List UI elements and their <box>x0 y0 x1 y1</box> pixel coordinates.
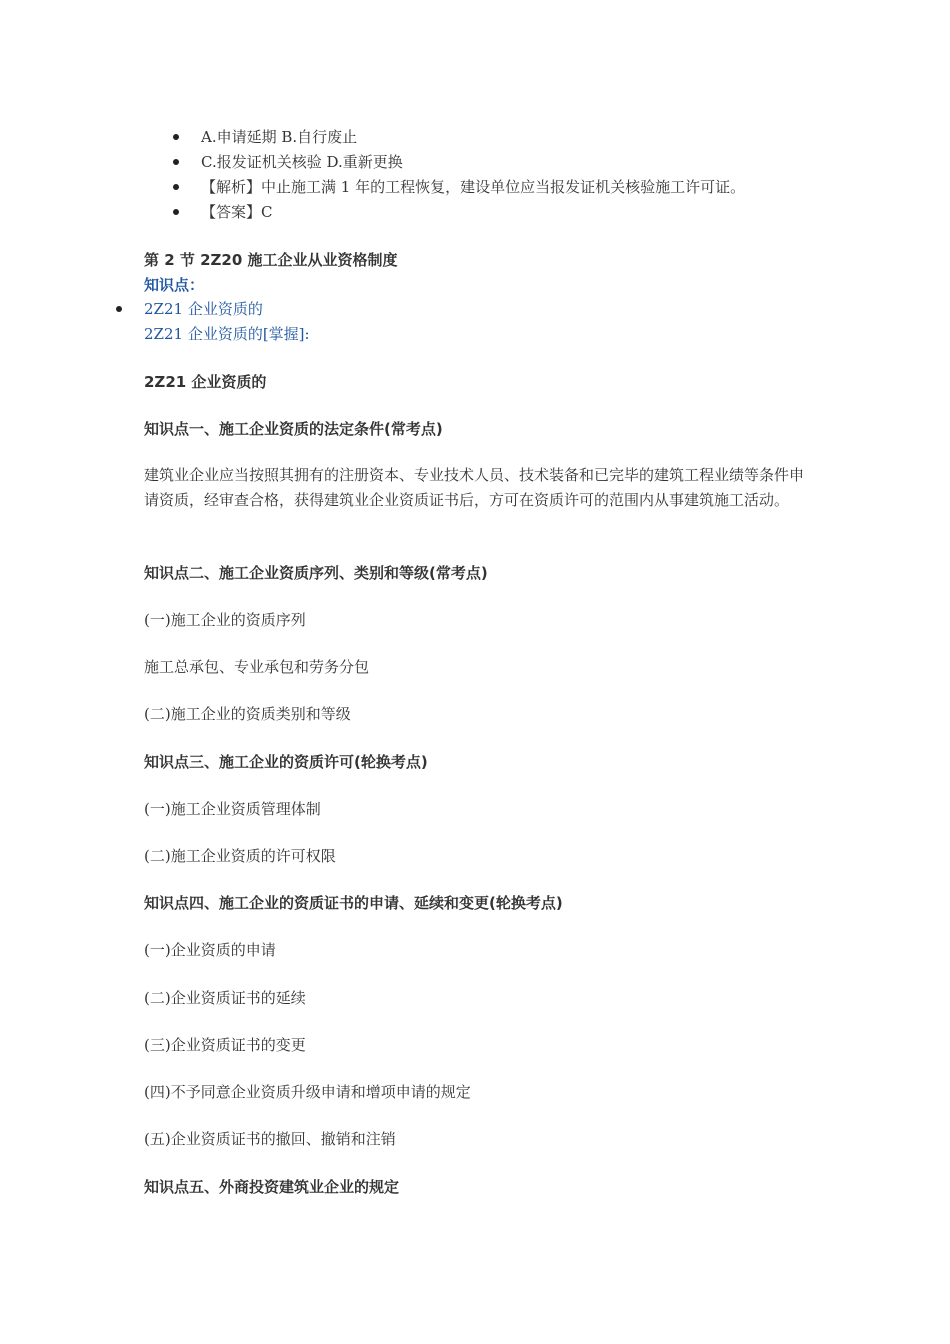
kp4-sub2: (二)企业资质证书的延续 <box>144 989 306 1007</box>
kp4-sub1: (一)企业资质的申请 <box>144 941 276 959</box>
bullet-icon <box>173 209 179 215</box>
topic-heading: 2Z21 企业资质的 <box>144 373 267 391</box>
answer-option-ab: A.申请延期 B.自行废止 <box>201 128 358 146</box>
bullet-icon <box>116 306 122 312</box>
kp4-sub5: (五)企业资质证书的撤回、撤销和注销 <box>144 1130 396 1148</box>
kp3-heading: 知识点三、施工企业的资质许可(轮换考点) <box>144 753 428 771</box>
kp1-body: 建筑业企业应当按照其拥有的注册资本、专业技术人员、技术装备和已完毕的建筑工程业绩等条件申请资质，经审查合格，获得建筑业企业资质证书后，方可在资质许可的范围内从事建筑施工活动。 <box>144 466 805 509</box>
answer-explanation: 【解析】中止施工满 1 年的工程恢复，建设单位应当报发证机关核验施工许可证。 <box>201 178 746 196</box>
kp2-sub2: (二)施工企业的资质类别和等级 <box>144 705 351 723</box>
topic-link-master[interactable]: 2Z21 企业资质的[掌握]: <box>144 325 310 343</box>
bullet-icon <box>173 184 179 190</box>
answer-key: 【答案】C <box>201 203 273 221</box>
kp2-sub1-body: 施工总承包、专业承包和劳务分包 <box>144 658 370 676</box>
kp1-heading: 知识点一、施工企业资质的法定条件(常考点) <box>144 420 443 438</box>
kp5-heading: 知识点五、外商投资建筑业企业的规定 <box>144 1178 400 1196</box>
section-title: 第 2 节 2Z20 施工企业从业资格制度 <box>144 251 398 269</box>
kp2-heading: 知识点二、施工企业资质序列、类别和等级(常考点) <box>144 564 488 582</box>
answer-option-cd: C.报发证机关核验 D.重新更换 <box>201 153 403 171</box>
kp4-heading: 知识点四、施工企业的资质证书的申请、延续和变更(轮换考点) <box>144 894 563 912</box>
bullet-icon <box>173 134 179 140</box>
knowledge-label: 知识点： <box>144 276 205 294</box>
topic-link[interactable]: 2Z21 企业资质的 <box>144 300 263 318</box>
kp4-sub4: (四)不予同意企业资质升级申请和增项申请的规定 <box>144 1083 471 1101</box>
bullet-icon <box>173 159 179 165</box>
kp3-sub1: (一)施工企业资质管理体制 <box>144 800 321 818</box>
kp4-sub3: (三)企业资质证书的变更 <box>144 1036 306 1054</box>
kp2-sub1: (一)施工企业的资质序列 <box>144 611 306 629</box>
kp3-sub2: (二)施工企业资质的许可权限 <box>144 847 336 865</box>
